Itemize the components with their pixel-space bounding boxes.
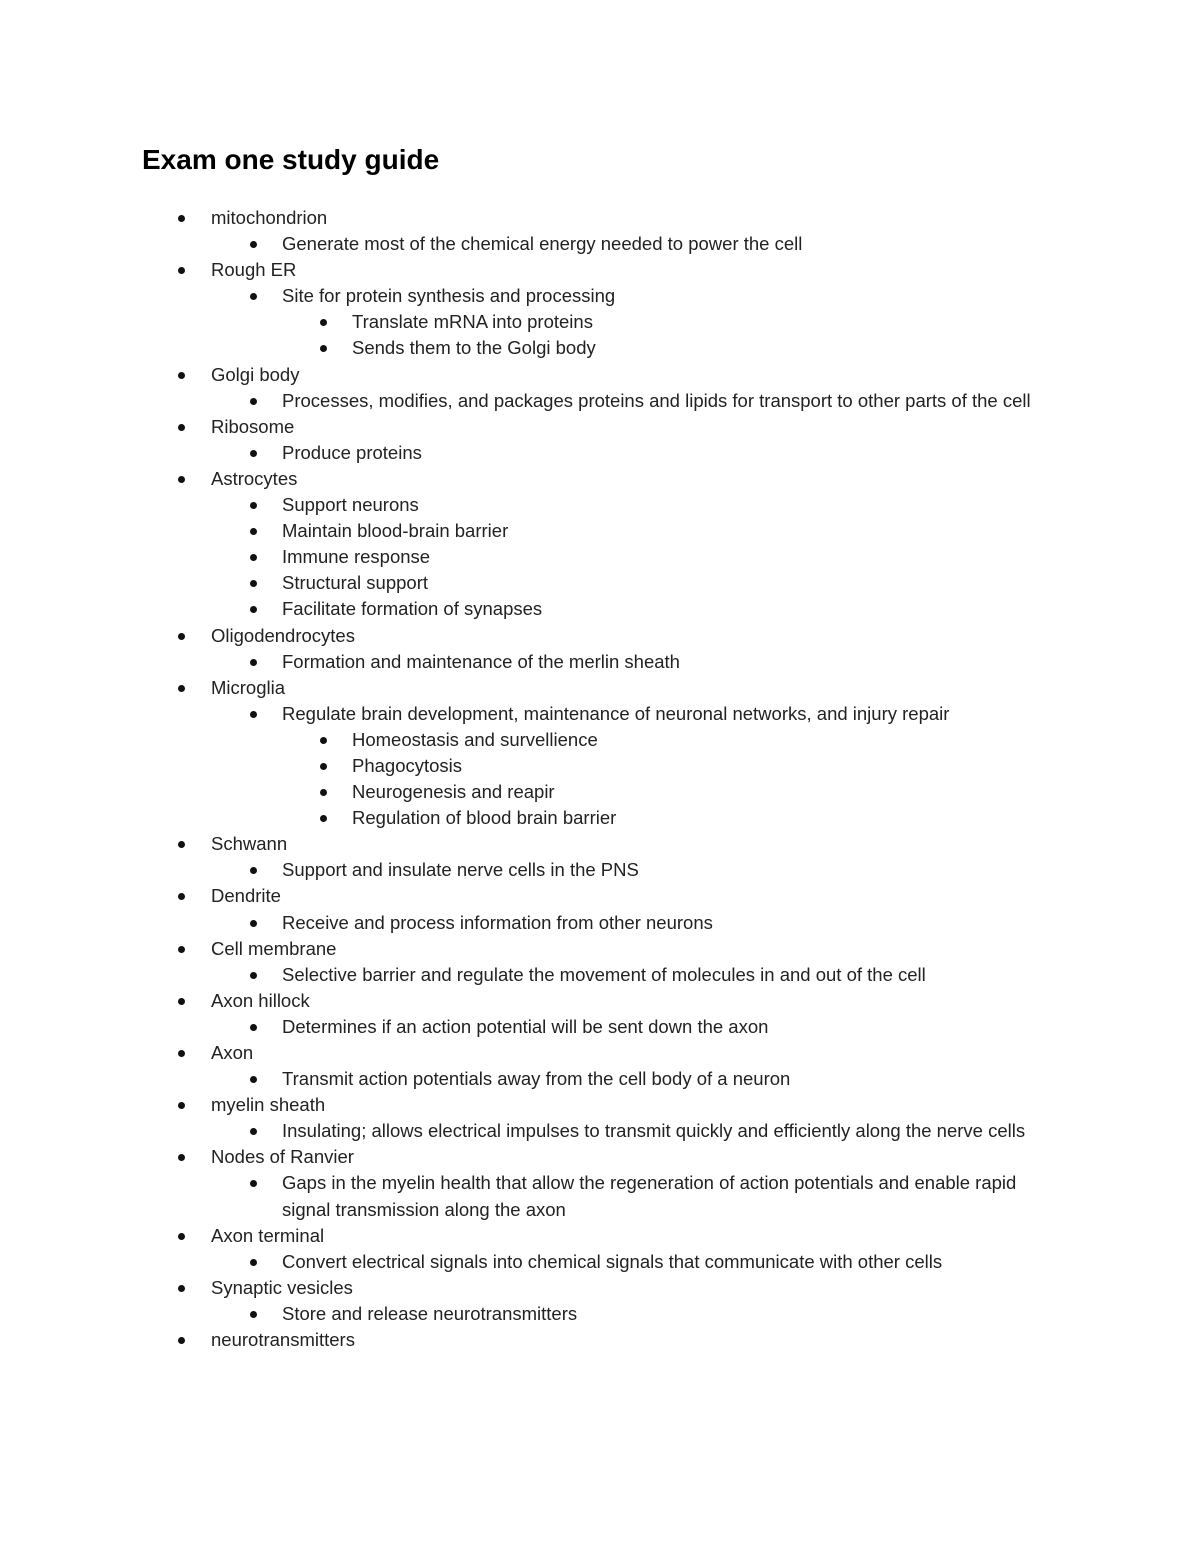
list-item [0, 414, 1200, 440]
list-item-text: Rough ER [211, 259, 297, 281]
bullet-icon [178, 476, 185, 483]
list-item-text: Insulating; allows electrical impulses to transmit quickly and efficiently along the nerve cells [282, 1120, 1026, 1142]
sub-sub-list-item [0, 779, 1200, 805]
list-item-text: Ribosome [211, 415, 295, 437]
list-item-text: neurotransmitters [211, 1329, 355, 1351]
bullet-icon [178, 1233, 185, 1240]
list-item [0, 1327, 1200, 1353]
list-item [0, 883, 1200, 909]
bullet-icon [250, 528, 257, 535]
bullet-icon [178, 267, 185, 274]
list-item-text: Cell membrane [211, 937, 337, 959]
sub-list-item [0, 1118, 1200, 1144]
bullet-icon [250, 606, 257, 613]
sub-list-item [0, 857, 1200, 883]
list-item-text: Maintain blood-brain barrier [282, 520, 509, 542]
list-item [0, 831, 1200, 857]
sub-list-item [0, 1014, 1200, 1040]
list-item [0, 675, 1200, 701]
bullet-icon [178, 1050, 185, 1057]
sub-sub-list-item [0, 335, 1200, 361]
bullet-icon [250, 1128, 257, 1135]
sub-list-item [0, 570, 1200, 596]
list-item-text: Processes, modifies, and packages proteins and lipids for transport to other parts of the cell [282, 389, 1031, 411]
sub-sub-list-item [0, 805, 1200, 831]
list-item-text: Site for protein synthesis and processing [282, 285, 616, 307]
list-item-text: Axon [211, 1042, 254, 1063]
bullet-icon [250, 867, 257, 874]
list-item-text: Support and insulate nerve cells in the PNS [282, 859, 639, 881]
list-item-text: Gaps in the myelin health that allow the regeneration of action potentials and enable rapid signal transmission along the axon [282, 1172, 1017, 1220]
list-item [0, 362, 1200, 388]
list-item-text: Neurogenesis and reapir [352, 781, 555, 803]
list-item [0, 988, 1200, 1014]
list-item [0, 205, 1200, 231]
sub-list-item [0, 701, 1200, 727]
sub-sub-list-item [0, 309, 1200, 335]
bullet-icon [178, 633, 185, 640]
list-item-text: Astrocytes [211, 467, 298, 489]
bullet-icon [178, 893, 185, 900]
bullet-icon [250, 580, 257, 587]
bullet-icon [178, 372, 185, 379]
page-title: Exam one study guide [142, 144, 440, 175]
bullet-icon [250, 659, 257, 666]
bullet-icon [250, 502, 257, 509]
bullet-icon [250, 711, 257, 718]
sub-list-item [0, 440, 1200, 466]
sub-list-item [0, 1249, 1200, 1275]
sub-list-item [0, 596, 1200, 622]
sub-list-item [0, 649, 1200, 675]
bullet-icon [320, 815, 327, 822]
sub-sub-list-item [0, 727, 1200, 753]
list-item-text: Regulation of blood brain barrier [352, 807, 617, 829]
bullet-icon [178, 685, 185, 692]
sub-list-item [0, 388, 1200, 414]
list-item-text: Nodes of Ranvier [211, 1146, 354, 1168]
sub-list-item [0, 1066, 1200, 1092]
sub-list-item [0, 518, 1200, 544]
list-item [0, 257, 1200, 283]
bullet-icon [320, 737, 327, 744]
list-item-text: Axon terminal [211, 1224, 325, 1246]
list-item-text: Produce proteins [282, 441, 422, 463]
sub-list-item [0, 544, 1200, 570]
list-item [0, 1040, 1200, 1066]
sub-list-item [0, 1301, 1200, 1327]
bullet-icon [250, 554, 257, 561]
bullet-icon [178, 946, 185, 953]
list-item-text: Dendrite [211, 885, 281, 907]
bullet-icon [320, 789, 327, 796]
bullet-icon [178, 1337, 185, 1344]
list-item-text: Oligodendrocytes [211, 624, 355, 646]
list-item-text: Receive and process information from other neurons [282, 911, 713, 933]
bullet-icon [250, 1311, 257, 1318]
bullet-icon [178, 841, 185, 848]
bullet-icon [178, 215, 185, 222]
bullet-icon [178, 1102, 185, 1109]
list-item-text: Homeostasis and survellience [352, 728, 598, 750]
list-item [0, 936, 1200, 962]
bullet-icon [250, 972, 257, 979]
list-item [0, 623, 1200, 649]
list-item-text: Phagocytosis [352, 754, 463, 776]
list-item-text: Convert electrical signals into chemical signals that communicate with other cells [282, 1250, 943, 1272]
bullet-icon [250, 1076, 257, 1083]
bullet-icon [320, 763, 327, 770]
list-item-text: Golgi body [211, 363, 300, 385]
bullet-icon [178, 998, 185, 1005]
bullet-icon [250, 1024, 257, 1031]
list-item [0, 1092, 1200, 1118]
list-item-text: Translate mRNA into proteins [352, 311, 593, 333]
list-item-text: Synaptic vesicles [211, 1276, 353, 1298]
bullet-icon [250, 293, 257, 300]
bullet-icon [320, 319, 327, 326]
sub-list-item [0, 910, 1200, 936]
sub-list-item [0, 283, 1200, 309]
list-item [0, 1223, 1200, 1249]
list-item-text: Store and release neurotransmitters [282, 1302, 578, 1324]
list-item [0, 466, 1200, 492]
list-item-text: myelin sheath [211, 1094, 326, 1116]
list-item-text: Transmit action potentials away from the cell body of a neuron [282, 1068, 791, 1090]
bullet-icon [250, 1180, 257, 1187]
sub-list-item [0, 231, 1200, 257]
list-item-text: Selective barrier and regulate the movement of molecules in and out of the cell [282, 963, 926, 985]
list-item-text: Support neurons [282, 494, 419, 516]
bullet-icon [250, 241, 257, 248]
bullet-icon [250, 398, 257, 405]
bullet-icon [178, 1154, 185, 1161]
sub-list-item [0, 962, 1200, 988]
list-item-text: Immune response [282, 546, 431, 568]
list-item-text: Axon hillock [211, 989, 310, 1011]
bullet-icon [178, 424, 185, 431]
bullet-icon [250, 1259, 257, 1266]
list-item [0, 1275, 1200, 1301]
bullet-icon [320, 345, 327, 352]
study-guide-list [0, 205, 1200, 1353]
bullet-icon [178, 1285, 185, 1292]
list-item-text: Generate most of the chemical energy needed to power the cell [282, 233, 803, 255]
list-item [0, 1144, 1200, 1170]
sub-list-item [0, 492, 1200, 518]
list-item-text: Sends them to the Golgi body [352, 337, 596, 359]
list-item-text: Microglia [211, 676, 286, 698]
list-item-text: Regulate brain development, maintenance of neuronal networks, and injury repair [282, 702, 950, 724]
bullet-icon [250, 920, 257, 927]
list-item-text: Facilitate formation of synapses [282, 598, 543, 620]
sub-sub-list-item [0, 753, 1200, 779]
list-item-text: Determines if an action potential will be sent down the axon [282, 1015, 769, 1037]
list-item-text: mitochondrion [211, 207, 328, 228]
list-item-text: Formation and maintenance of the merlin sheath [282, 650, 680, 672]
list-item-text: Schwann [211, 833, 288, 855]
list-item-text: Structural support [282, 572, 429, 594]
bullet-icon [250, 450, 257, 457]
sub-list-item [0, 1170, 1200, 1222]
